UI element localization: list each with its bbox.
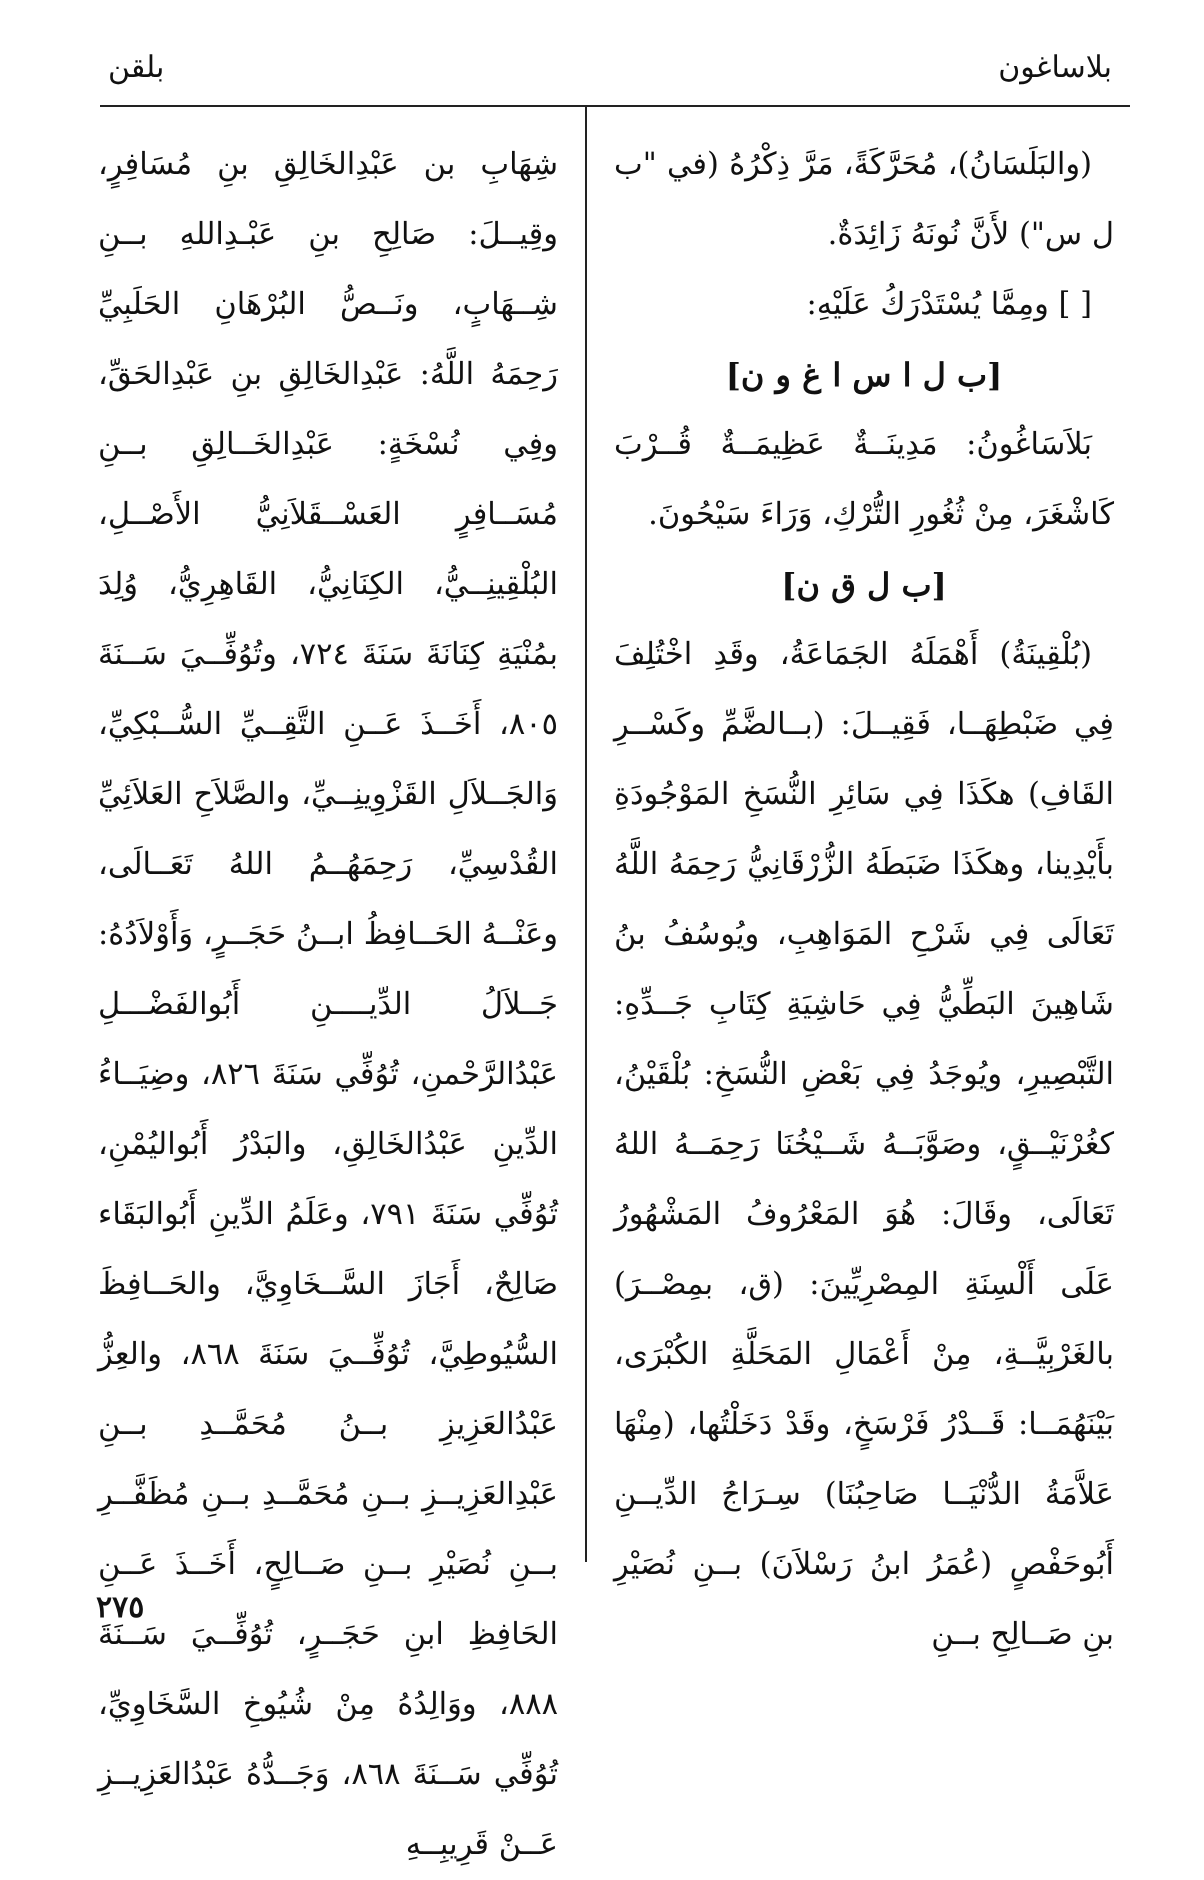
header-rule [100,105,1130,107]
running-header-left: بلقن [108,50,165,85]
entry-heading: [ب ل ق ن] [781,566,947,604]
paragraph: [ ] ومِمَّا يُسْتَدْرَكُ عَلَيْهِ: [806,287,1092,322]
page-number: ٢٧٥ [96,1590,145,1625]
column-divider [585,107,587,1562]
left-column [98,130,558,1880]
paragraph: (والبَلَسَانُ)، مُحَرَّكَةً، مَرَّ ذِكْرُهُ (في "ب ل س") لأَنَّ نُونَهُ زَائِدَةٌ. [614,147,1114,252]
running-header-right: بلاساغون [998,50,1112,85]
right-column [614,130,1114,1670]
paragraph: بَلاَسَاغُونُ: مَدِينَــةٌ عَظِيمَــةٌ قُــرْبَ كَاشْغَرَ، مِنْ ثُغُورِ التُّرْكِ، وَرَاءَ سَيْحُونَ. [614,427,1114,532]
paragraph: شِهَابِ بن عَبْدِالخَالِقِ بنِ مُسَافِرٍ، وقِيــلَ: صَالِحِ بنِ عَبْـدِاللهِ بــنِ شِــهَابٍ، ونَــصُّ البُرْهَانِ الحَلَبِيِّ رَحِمَهُ اللَّهُ: عَبْدِالخَالِقِ بنِ عَبْدِالحَقِّ، وفِي نُسْخَةٍ: عَبْدِالخَــالِقِ بــنِ مُسَــافِرٍ العَسْــقَلاَنِيُّ الأَصْــلِ، البُلْقِينِــيُّ، الكِنَانِيُّ، القَاهِرِيُّ، وُلِدَ بمُنْيَةِ كِنَانَةَ سَنَةَ ٧٢٤، وتُوُفِّــيَ سَــنَةَ ٨٠٥، أَخَــذَ عَــنِ التَّقِــيِّ السُّــبْكِيِّ، وَالجَــلاَلِ القَزْوِينِــيِّ، والصَّلاَحِ العَلاَئِيِّ القُدْسِيِّ، رَحِمَهُــمُ اللهُ تَعَــالَى، وعَنْــهُ الحَــافِظُ ابــنُ حَجَــرٍ، وَأَوْلاَدُهُ: جَــلاَلُ الدِّيــــنِ أَبُوالفَضْـــلِ عَبْدُالرَّحْمنِ، تُوُفِّي سَنَةَ ٨٢٦، وضِيَــاءُ الدِّينِ عَبْدُالخَالِقِ، والبَدْرُ أَبُواليُمْنِ، تُوُفِّي سَنَةَ ٧٩١، وعَلَمُ الدِّينِ أَبُوالبَقَاء صَالِحٌ، أَجَازَ السَّــخَاوِيَّ، والحَــافِظَ السُّيُوطِيَّ، تُوُفِّــيَ سَنَةَ ٨٦٨، والعِزُّ عَبْدُالعَزِيزِ بــنُ مُحَمَّــدِ بــنِ عَبْدِالعَزِيــزِ بــنِ مُحَمَّــدِ بــنِ مُظَفَّــرِ بــنِ نُصَيْرِ بــنِ صَــالِحٍ، أَخَــذَ عَــنِ الحَافِظِ ابنِ حَجَــرٍ، تُوُفِّــيَ سَــنَةَ ٨٨٨، ووَالِدُهُ مِنْ شُيُوخِ السَّخَاوِيِّ، تُوُفِّي سَــنَةَ ٨٦٨، وَجَــدُّهُ عَبْدُالعَزِيــزِ عَــنْ قَرِيبِــهِ [98,147,559,1862]
paragraph: (بُلْقِينَةُ) أَهْمَلَهُ الجَمَاعَةُ، وقَدِ اخْتُلِفَ فِي ضَبْطِهَــا، فَقِيــلَ: (بــالضَّمِّ وكَسْــرِ القَافِ) هكَذَا فِي سَائِرِ النُّسَخِ المَوْجُودَةِ بأَيْدِينا، وهكَذَا ضَبَطَهُ الزُّرْقَانِيُّ رَحِمَهُ اللَّهُ تَعَالَى فِي شَرْحِ المَوَاهِبِ، ويُوسُفُ بنُ شَاهِينَ البَطِّيُّ فِي حَاشِيَةِ كِتَابِ جَــدِّهِ: التَّبْصِيرِ، ويُوجَدُ فِي بَعْضِ النُّسَخِ: بُلْقَيْنُ، كغُرْنَيْــقٍ، وصَوَّبَــهُ شَــيْخُنَا رَحِمَــهُ اللهُ تَعَالَى، وقَالَ: هُوَ المَعْرُوفُ المَشْهُورُ عَلَى أَلْسِنَةِ المِصْرِيِّينَ: (ق، بمِصْــرَ) بالغَرْبِيَّــةِ، مِنْ أَعْمَالِ المَحَلَّةِ الكُبْرَى، بَيْنَهُمَــا: قَــدْرُ فَرْسَخٍ، وقَدْ دَخَلْتُها، (مِنْهَا عَلاَّمَةُ الدُّنْيَــا صَاحِبُنَا) سِـرَاجُ الدِّيــنِ أَبُوحَفْصٍ (عُمَرُ ابنُ رَسْلاَنَ) بــنِ نُصَيْرِ بنِ صَــالِحِ بــنِ [614,637,1114,1652]
entry-heading: [ب ل ا س ا غ و ن] [725,356,1003,394]
